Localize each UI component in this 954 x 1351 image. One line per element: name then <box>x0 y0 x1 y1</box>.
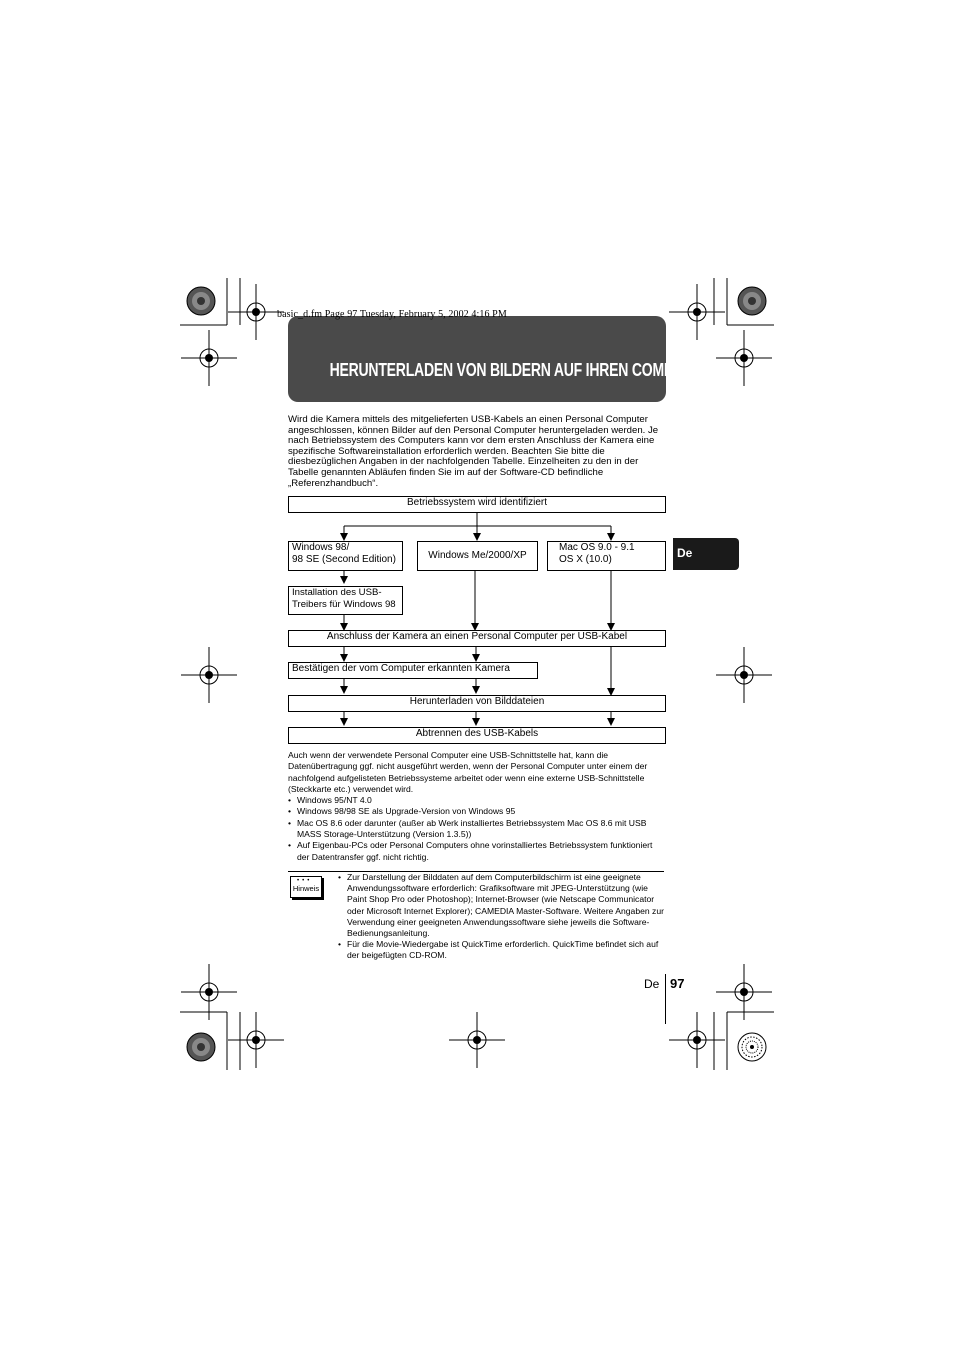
list-item: • Mac OS 8.6 oder darunter (außer ab Werk installiertes Betriebssystem Mac OS 8.6 mit USB MASS Storage-Unterstützung (Version 1.3.5)) <box>288 818 666 841</box>
flow-confirm: Bestätigen der vom Computer erkannten Kamera <box>292 663 510 674</box>
flow-disconnect: Abtrennen des USB-Kabels <box>415 728 539 739</box>
flow-download-box <box>288 695 666 712</box>
language-tab: De <box>673 538 739 570</box>
flow-driver-box <box>288 586 403 615</box>
flow-mac-line1: Mac OS 9.0 - 9.1 <box>559 542 635 553</box>
page-title: HERUNTERLADEN VON BILDERN AUF IHREN COMPUTER <box>329 360 711 380</box>
flow-download: Herunterladen von Bilddateien <box>409 696 545 707</box>
flow-win98-box <box>288 541 403 571</box>
list-item: • Windows 95/NT 4.0 <box>288 795 666 806</box>
page-number: 97 <box>670 976 685 991</box>
list-item: • Zur Darstellung der Bilddaten auf dem Computerbildschirm ist eine geeignete Anwendungssoftware erforderlich: Grafiksoftware mit JPEG-Unterstützung (wie Paint Shop Pro oder Photoshop); Internet-Browser (wie Netscape Communicator oder Microsoft Internet Explorer); CAMEDIA Master-Software. Weitere Angaben zur Verwendung einer geeigneten Anwendungssoftware siehe jeweils die Software-Bedienungsanleitung. <box>338 872 664 939</box>
list-item: • Auf Eigenbau-PCs oder Personal Computers ohne vorinstalliertes Betriebssystem funktioniert der Datentransfer ggf. nicht richtig. <box>288 840 666 863</box>
footer-divider <box>665 974 666 1024</box>
list-item: • Windows 98/98 SE als Upgrade-Version von Windows 95 <box>288 806 666 817</box>
flow-winme: Windows Me/2000/XP <box>428 550 527 561</box>
hinweis-label: Hinweis <box>292 884 320 893</box>
flow-identify-box <box>288 496 666 513</box>
flow-driver-line1: Installation des USB- <box>292 587 382 598</box>
flow-mac-box <box>547 541 666 571</box>
body-paragraph: Auch wenn der verwendete Personal Computer eine USB-Schnittstelle hat, kann die Datenübertragung ggf. nicht ausgeführt werden, wenn der Personal Computer unter einem der nachfolgend aufgelisteten Betriebssysteme arbeitet oder wenn eine externe USB-Schnittstelle (Steckkarte etc.) verwendet wird. <box>288 750 648 794</box>
body-section <box>288 750 666 863</box>
note-list <box>338 872 664 962</box>
flow-identify: Betriebssystem wird identifiziert <box>406 497 548 508</box>
flow-win98-line1: Windows 98/ <box>292 542 350 553</box>
os-list <box>288 795 666 863</box>
list-item: • Für die Movie-Wiedergabe ist QuickTime erforderlich. QuickTime befindet sich auf der beigefügten CD-ROM. <box>338 939 664 961</box>
footer-language: De <box>644 977 660 991</box>
flow-mac-line2: OS X (10.0) <box>559 554 612 565</box>
flow-connect-box <box>288 630 666 647</box>
flow-winme-box <box>417 541 538 571</box>
flow-confirm-box <box>288 662 538 679</box>
flow-disconnect-box <box>288 727 666 744</box>
note-section <box>338 872 664 962</box>
flow-driver-line2: Treibers für Windows 98 <box>292 599 396 610</box>
flow-connect: Anschluss der Kamera an einen Personal Computer per USB-Kabel <box>326 631 628 642</box>
hinweis-icon: ••• Hinweis <box>290 876 322 898</box>
intro-paragraph: Wird die Kamera mittels des mitgelieferten USB-Kabels an einen Personal Computer angeschlossen, können Bilder auf den Personal Computer heruntergeladen werden. Je nach Betriebssystem des Computers kann vor dem ersten Anschluss der Kamera eine spezifische Softwareinstallation erforderlich werden. Beachten Sie bitte die diesbezüglichen Angaben in der nachfolgenden Tabelle. Einzelheiten zu den in der Tabelle genannten Abläufen finden Sie im auf der Software-CD befindliche „Referenzhandbuch“. <box>288 414 659 489</box>
flow-win98-line2: 98 SE (Second Edition) <box>292 554 396 565</box>
file-header: basic_d.fm Page 97 Tuesday, February 5, 2002 4:16 PM <box>277 309 507 320</box>
